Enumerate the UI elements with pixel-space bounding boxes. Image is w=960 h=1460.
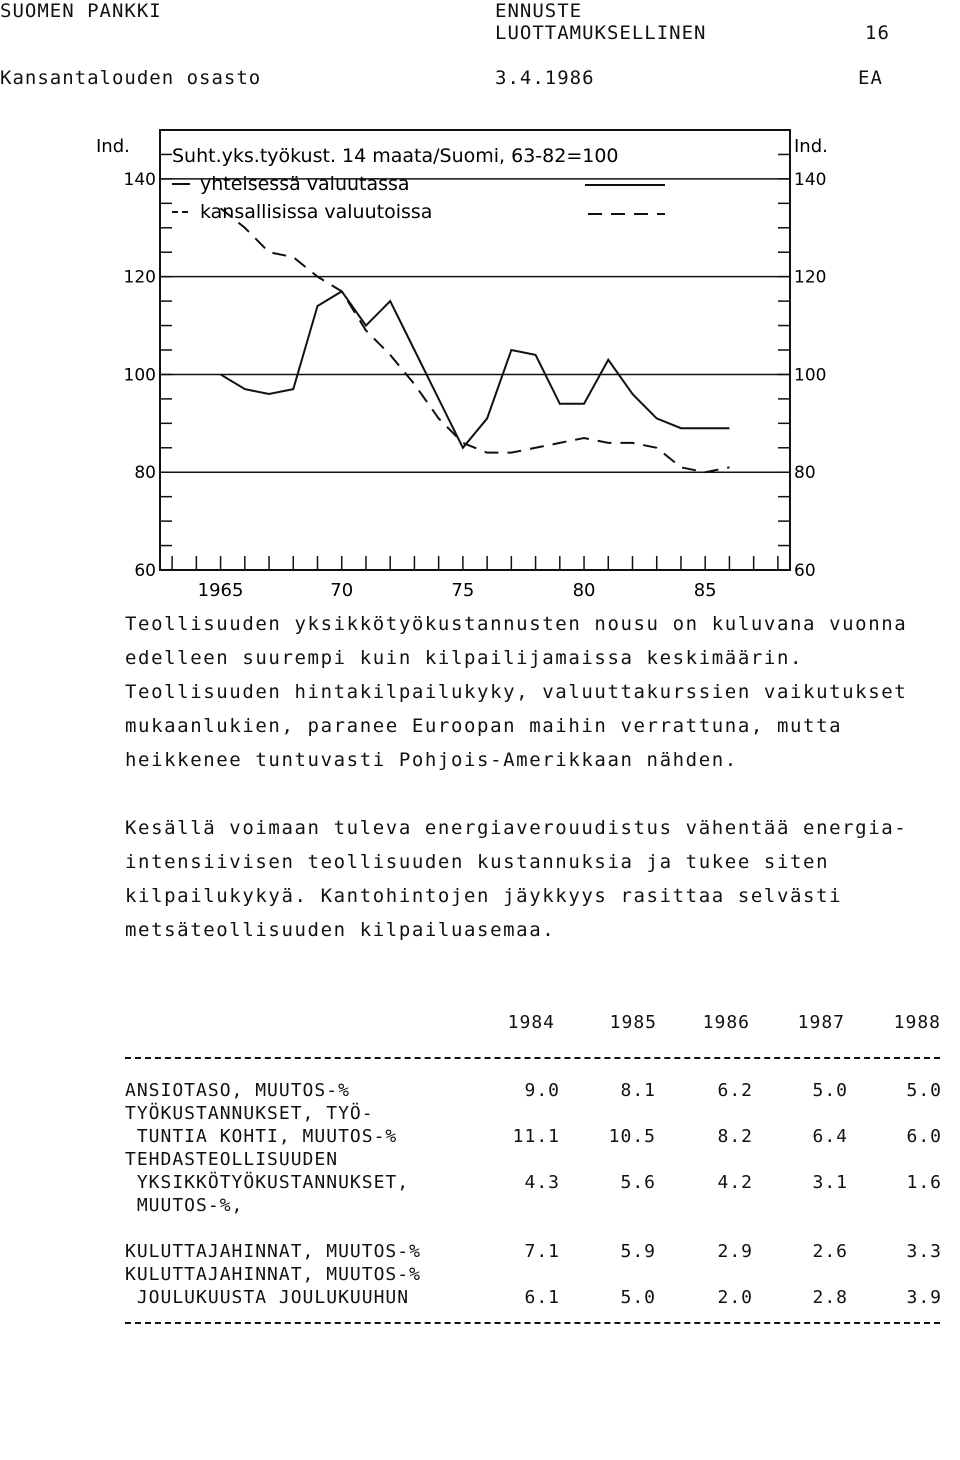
table-cell: 11.1 <box>512 1126 560 1147</box>
confidential-label: LUOTTAMUKSELLINEN <box>495 22 707 44</box>
table-cell: 3.9 <box>906 1287 942 1308</box>
year-header: 1984 <box>507 1012 555 1033</box>
page-number: 16 <box>865 22 890 44</box>
forecast-label: ENNUSTE <box>495 0 583 22</box>
row-label: JOULUKUUSTA JOULUKUUHUN <box>125 1287 410 1308</box>
series-line-common <box>221 291 730 447</box>
table-divider <box>125 1322 940 1324</box>
paragraph-competitiveness <box>125 607 907 777</box>
x-tick-label: 1965 <box>197 580 244 600</box>
table-cell: 3.1 <box>812 1172 848 1193</box>
legend-label: kansallisissa valuutoissa <box>200 201 433 223</box>
row-label: MUUTOS-%, <box>125 1195 244 1216</box>
table-cell: 5.0 <box>812 1080 848 1101</box>
y-tick-label: 80 <box>134 463 156 484</box>
row-label: KULUTTAJAHINNAT, MUUTOS-% <box>125 1241 421 1262</box>
table-cell: 6.2 <box>717 1080 753 1101</box>
year-header: 1987 <box>797 1012 845 1033</box>
table-cell: 2.0 <box>717 1287 753 1308</box>
table-cell: 6.4 <box>812 1126 848 1147</box>
table-cell: 2.9 <box>717 1241 753 1262</box>
table-cell: 6.1 <box>524 1287 560 1308</box>
y-tick-label: 60 <box>134 561 156 581</box>
table-cell: 8.2 <box>717 1126 753 1147</box>
paragraph-line: Kesällä voimaan tuleva energiaverouudistus vähentää energia- <box>125 817 908 839</box>
legend-label: yhteisessä valuutassa <box>200 173 410 195</box>
x-tick-label: 85 <box>693 580 717 600</box>
row-label: TEHDASTEOLLISUUDEN <box>125 1149 339 1170</box>
table-cell: 8.1 <box>620 1080 656 1101</box>
y-tick-label: 100 <box>123 365 156 386</box>
table-cell: 3.3 <box>906 1241 942 1262</box>
table-cell: 5.0 <box>620 1287 656 1308</box>
paragraph-line: metsäteollisuuden kilpailuasemaa. <box>125 919 556 941</box>
table-cell: 2.6 <box>812 1241 848 1262</box>
row-label: YKSIKKÖTYÖKUSTANNUKSET, <box>125 1172 410 1193</box>
author-initials: EA <box>858 67 883 89</box>
y-tick-label-right: 80 <box>794 463 816 484</box>
year-header: 1986 <box>702 1012 750 1033</box>
table-cell: 5.6 <box>620 1172 656 1193</box>
y-tick-label-right: 140 <box>794 169 827 190</box>
labor-cost-chart <box>0 120 960 600</box>
table-cell: 2.8 <box>812 1287 848 1308</box>
y-tick-label-right: 120 <box>794 267 827 288</box>
row-label: ANSIOTASO, MUUTOS-% <box>125 1080 350 1101</box>
table-cell: 5.0 <box>906 1080 942 1101</box>
row-label: TUNTIA KOHTI, MUUTOS-% <box>125 1126 398 1147</box>
table-cell: 10.5 <box>608 1126 656 1147</box>
paragraph-line: mukaanlukien, paranee Euroopan maihin verrattuna, mutta <box>125 715 843 737</box>
row-label: KULUTTAJAHINNAT, MUUTOS-% <box>125 1264 421 1285</box>
paragraph-energy-tax <box>125 811 907 947</box>
x-tick-label: 70 <box>330 580 354 600</box>
department: Kansantalouden osasto <box>0 67 262 89</box>
table-cell: 5.9 <box>620 1241 656 1262</box>
year-header: 1985 <box>609 1012 657 1033</box>
chart-title: Suht.yks.työkust. 14 maata/Suomi, 63-82=100 <box>172 145 619 167</box>
table-cell: 9.0 <box>524 1080 560 1101</box>
table-cell: 7.1 <box>524 1241 560 1262</box>
row-label: TYÖKUSTANNUKSET, TYÖ- <box>125 1103 374 1124</box>
table-cell: 4.3 <box>524 1172 560 1193</box>
y-axis-label-left: Ind. <box>96 136 130 157</box>
paragraph-line: intensiivisen teollisuuden kustannuksia ja tukee siten <box>125 851 830 873</box>
paragraph-line: Teollisuuden hintakilpailukyky, valuuttakurssien vaikutukset <box>125 681 908 703</box>
y-tick-label: 140 <box>123 169 156 190</box>
bank-name: SUOMEN PANKKI <box>0 0 162 22</box>
y-tick-label-right: 60 <box>794 561 816 581</box>
y-tick-label: 120 <box>123 267 156 288</box>
paragraph-line: Teollisuuden yksikkötyökustannusten nousu on kuluvana vuonna <box>125 613 908 635</box>
year-header: 1988 <box>893 1012 941 1033</box>
y-tick-label-right: 100 <box>794 365 827 386</box>
paragraph-line: heikkenee tuntuvasti Pohjois-Amerikkaan nähden. <box>125 749 738 771</box>
table-cell: 6.0 <box>906 1126 942 1147</box>
table-divider <box>125 1057 940 1059</box>
x-tick-label: 80 <box>572 580 596 600</box>
table-cell: 1.6 <box>906 1172 942 1193</box>
paragraph-line: kilpailukykyä. Kantohintojen jäykkyys rasittaa selvästi <box>125 885 843 907</box>
y-axis-label-right: Ind. <box>794 136 828 157</box>
paragraph-line: edelleen suurempi kuin kilpailijamaissa keskimäärin. <box>125 647 804 669</box>
plot-frame <box>160 130 790 570</box>
document-date: 3.4.1986 <box>495 67 595 89</box>
table-cell: 4.2 <box>717 1172 753 1193</box>
x-tick-label: 75 <box>451 580 475 600</box>
